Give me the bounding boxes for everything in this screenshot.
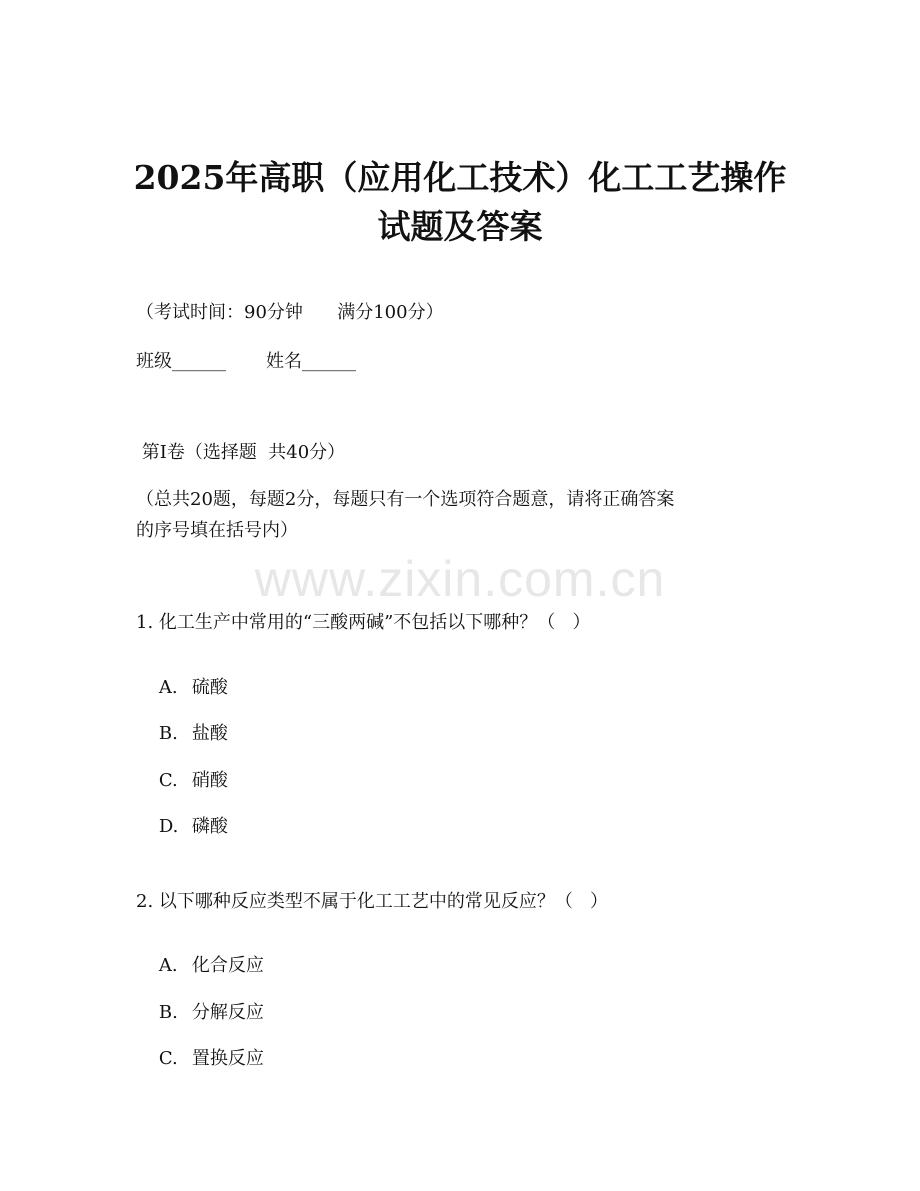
question-1-option-b xyxy=(136,707,228,761)
question-2-stem: 2. 以下哪种反应类型不属于化工工艺中的常见反应？（ ） xyxy=(136,891,609,912)
document-title-line-2: 试题及答案 xyxy=(377,207,543,246)
option-key: A. xyxy=(158,955,178,976)
watermark: www.zixin.com.cn xyxy=(254,551,666,607)
option-key: C. xyxy=(158,770,178,791)
question-2-option-c xyxy=(136,1032,264,1086)
option-text: 磷酸 xyxy=(191,816,228,837)
option-key: B. xyxy=(158,723,178,744)
instructions-line-1: （总共20题，每题2分，每题只有一个选项符合题意，请将正确答案 xyxy=(136,489,675,510)
option-key: B. xyxy=(158,1002,178,1023)
exam-info: （考试时间：90分钟 满分100分） xyxy=(136,302,444,323)
option-text: 盐酸 xyxy=(191,723,228,744)
question-1-stem: 1. 化工生产中常用的“三酸两碱”不包括以下哪种？（ ） xyxy=(136,612,591,633)
option-key: A. xyxy=(158,677,178,698)
option-text: 硝酸 xyxy=(191,770,228,791)
option-text: 分解反应 xyxy=(191,1002,264,1023)
document-title-line-1: 2025年高职（应用化工技术）化工工艺操作 xyxy=(133,158,787,197)
question-1-option-d xyxy=(136,800,228,854)
option-text: 置换反应 xyxy=(191,1048,264,1069)
section-header: 第Ⅰ卷（选择题 共40分） xyxy=(136,442,346,463)
option-text: 硫酸 xyxy=(191,677,228,698)
question-2-option-a xyxy=(136,939,264,993)
class-name-line: 班级______ 姓名______ xyxy=(136,351,357,372)
option-text: 化合反应 xyxy=(191,955,264,976)
option-key: D. xyxy=(158,816,179,837)
option-key: C. xyxy=(158,1048,178,1069)
instructions-line-2: 的序号填在括号内） xyxy=(136,520,298,541)
